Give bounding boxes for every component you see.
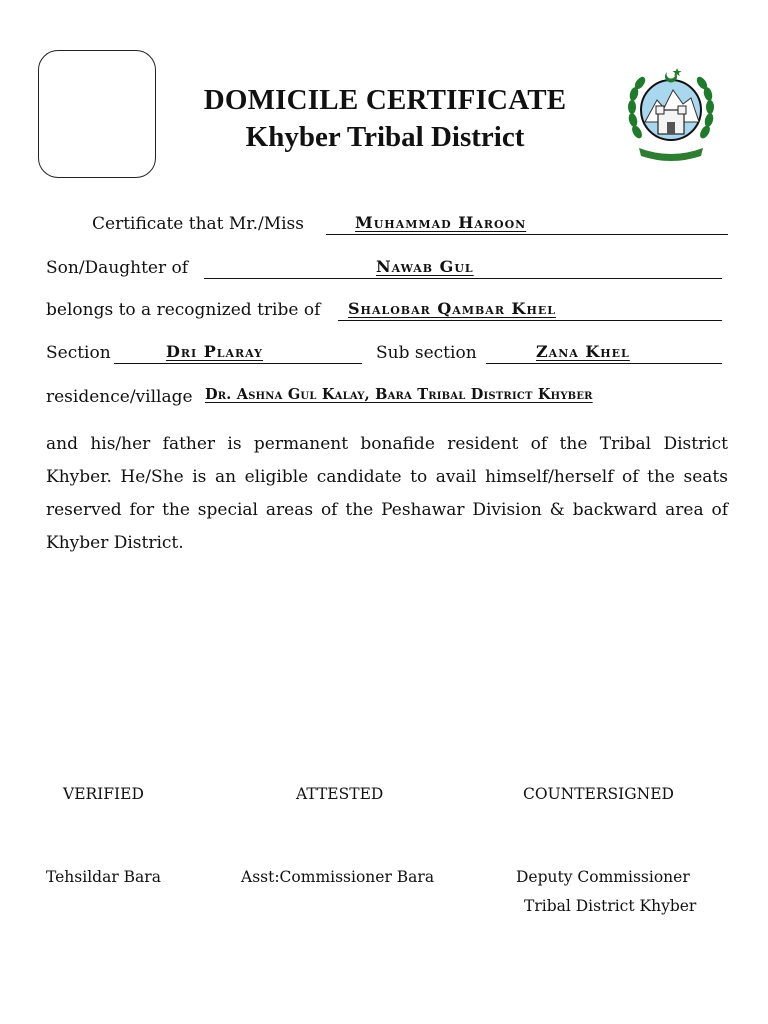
deputy-commissioner-signatory: Deputy Commissioner	[516, 868, 690, 886]
government-emblem-icon	[621, 60, 721, 166]
section-line	[46, 343, 728, 367]
asst-commissioner-signatory: Asst:Commissioner Bara	[241, 868, 435, 886]
subsection-label: Sub section	[376, 343, 477, 363]
name-value: Muhammad Haroon	[355, 213, 527, 232]
residence-label: residence/village	[46, 387, 193, 407]
residence-value: Dr. Ashna Gul Kalay, Bara Tribal District Khyber	[205, 386, 593, 403]
district-signatory: Tribal District Khyber	[524, 897, 697, 915]
parent-label: Son/Daughter of	[46, 258, 189, 278]
attested-heading: ATTESTED	[296, 785, 384, 803]
subsection-value: Zana Khel	[536, 342, 630, 361]
tribe-label: belongs to a recognized tribe of	[46, 300, 321, 320]
tribe-line	[46, 300, 728, 324]
tribe-value: Shalobar Qambar Khel	[348, 299, 556, 318]
countersigned-heading: COUNTERSIGNED	[523, 785, 674, 803]
tehsildar-signatory: Tehsildar Bara	[46, 868, 161, 886]
section-value: Dri Plaray	[166, 342, 264, 361]
photo-box	[38, 50, 156, 178]
section-label: Section	[46, 343, 111, 363]
district-title: Khyber Tribal District	[245, 121, 525, 153]
parent-value: Nawab Gul	[376, 257, 474, 276]
parent-line	[46, 258, 728, 282]
certificate-title: DOMICILE CERTIFICATE	[203, 84, 567, 116]
certificate-label: Certificate that Mr./Miss	[92, 214, 304, 234]
name-line	[46, 214, 728, 238]
verified-heading: VERIFIED	[63, 785, 144, 803]
residence-line	[46, 387, 728, 411]
declaration-paragraph: and his/her father is permanent bonafide resident of the Tribal District Khyber. He/She is an eligible candidate to avail himself/herself of the seats reserved for the special areas of the Peshawar Division & backward area of Khyber District.	[46, 434, 728, 553]
